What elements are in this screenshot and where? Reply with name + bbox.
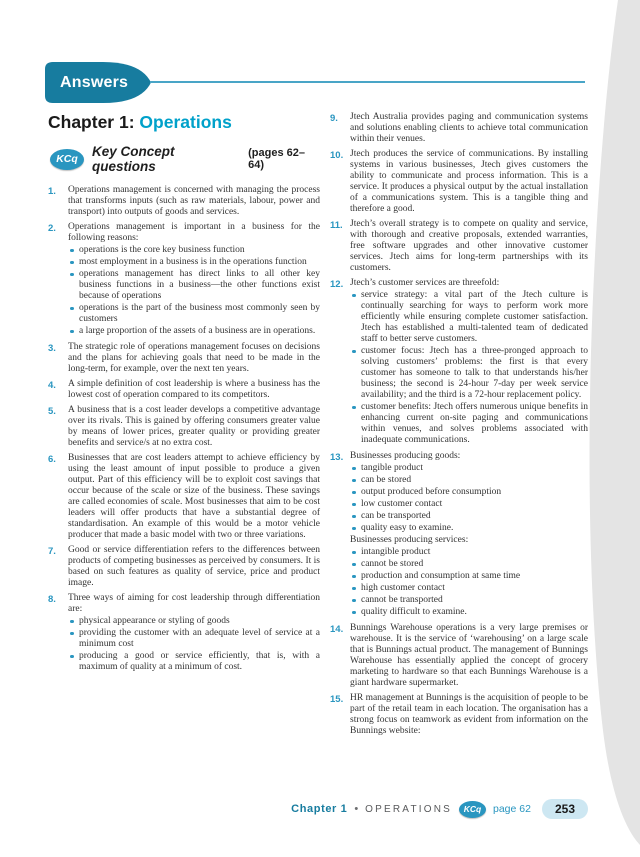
bullet-item: cannot be transported bbox=[350, 595, 588, 606]
bullet-item: customer benefits: Jtech offers numerous unique benefits in enhancing current on-site paging and communications within venues, and solves problems associated with inadequate communications. bbox=[350, 402, 588, 446]
chapter-prefix: Chapter 1: bbox=[48, 112, 135, 132]
bullet-item: producing a good or service efficiently, that is, with a maximum of quality at a minimum of cost. bbox=[68, 651, 320, 673]
answer-number: 8. bbox=[48, 593, 56, 605]
bullet-item: production and consumption at same time bbox=[350, 571, 588, 582]
answer-text: Operations management is concerned with managing the process that transforms inputs (such as raw materials, labour, power and transport) into outputs of goods and services. bbox=[68, 185, 320, 217]
answer-item bbox=[330, 112, 588, 145]
answer-number: 10. bbox=[330, 149, 344, 161]
bullet-item: a large proportion of the assets of a business are in operations. bbox=[68, 326, 320, 337]
answer-number: 9. bbox=[330, 112, 338, 124]
answer-item bbox=[48, 379, 320, 401]
bullet-list bbox=[68, 245, 320, 337]
answer-body bbox=[68, 222, 320, 338]
answer-text: Businesses producing goods: bbox=[350, 451, 461, 461]
bullet-item: intangible product bbox=[350, 547, 588, 558]
answer-body bbox=[350, 278, 588, 447]
answer-text: Jtech produces the service of communications. By installing systems in various businesses, Jtech gives customers the ability to communicate and process information. This is a service. It produces a physical output by the actual installation of a communications system. This is a tangible thing and therefore a good. bbox=[350, 149, 588, 214]
answer-item bbox=[48, 222, 320, 338]
answers-column-1 bbox=[48, 185, 320, 674]
left-column bbox=[48, 112, 320, 678]
footer-chapter: Chapter 1 bbox=[291, 803, 348, 815]
answer-text: Businesses that are cost leaders attempt to achieve efficiency by using the least amount of input possible to produce a given output. Part of this efficiency will be to exploit cost savings that occur because of the scale or size of the business. These savings are called economies of scale. Most businesses that aim to be cost leaders will offer products that have a substantial degree of standardisation. An example of this would be a motor vehicle producer that made a basic model with two or three variations. bbox=[68, 453, 320, 540]
bullet-item: tangible product bbox=[350, 463, 588, 474]
bullet-item: customer focus: Jtech has a three-pronged approach to solving customers’ problems: the first is that every customer has someone to talk to that understands his/her business; the second is 24-hour 7-day per week service availability; and the third is a 72-hour replacement policy. bbox=[350, 346, 588, 401]
answer-number: 3. bbox=[48, 342, 56, 354]
answer-item bbox=[48, 405, 320, 449]
answer-number: 7. bbox=[48, 545, 56, 557]
answer-body bbox=[68, 379, 320, 401]
bullet-list bbox=[350, 463, 588, 534]
answer-text: Operations management is important in a business for the following reasons: bbox=[68, 222, 320, 243]
answer-text: A simple definition of cost leadership is where a business has the lowest cost of operation compared to its competitors. bbox=[68, 379, 320, 400]
answer-text: Good or service differentiation refers to the differences between products of competing businesses as perceived by consumers. It is based on such features as quality of service, price and product image. bbox=[68, 545, 320, 588]
answer-body bbox=[68, 453, 320, 541]
answer-text: Bunnings Warehouse operations is a very large premises or warehouse. It is the service of ‘warehousing’ on a large scale that is Bunnings actual product. The management of Bunnings Warehouse has essentially applied the concept of grocery marketing to hardware so that each Bunnings Warehouse is a giant hardware supermarket. bbox=[350, 623, 588, 688]
answer-item bbox=[330, 219, 588, 274]
chapter-heading bbox=[48, 112, 320, 133]
kcq-badge: KCq bbox=[50, 149, 84, 170]
footer-page-ref: page 62 bbox=[493, 803, 531, 815]
answer-body bbox=[68, 342, 320, 375]
answer-item bbox=[330, 623, 588, 689]
answer-text: HR management at Bunnings is the acquisition of people to be part of the retail team in each location. The organisation has a strong focus on teamwork as evident from information on the Bunnings website: bbox=[350, 693, 588, 736]
answer-body bbox=[68, 185, 320, 218]
bullet-item: low customer contact bbox=[350, 499, 588, 510]
answer-number: 1. bbox=[48, 185, 56, 197]
bullet-item: can be stored bbox=[350, 475, 588, 486]
footer-section: OPERATIONS bbox=[365, 803, 452, 815]
bullet-item: can be transported bbox=[350, 511, 588, 522]
bullet-list bbox=[68, 616, 320, 673]
bullet-item: cannot be stored bbox=[350, 559, 588, 570]
answer-text: The strategic role of operations management focuses on decisions and the plans for achieving goals that need to be made in the long-term, for example, over the next ten years. bbox=[68, 342, 320, 374]
answer-text: Jtech’s customer services are threefold: bbox=[350, 278, 500, 288]
bullet-list bbox=[350, 547, 588, 618]
answer-number: 6. bbox=[48, 453, 56, 465]
answer-text: Jtech’s overall strategy is to compete on quality and service, with thorough and creative proposals, extended warranties, free software upgrades and other innovative customer services. Jtech aims for long-term partnerships with its customers. bbox=[350, 219, 588, 273]
answers-column-2 bbox=[330, 112, 588, 737]
section-title: Key Concept questions bbox=[92, 144, 175, 174]
right-column bbox=[330, 112, 588, 741]
bullet-item: service strategy: a vital part of the Jtech culture is continually searching for ways to perform work more efficiently while ensuring complete customer satisfaction. Jtech has established a multi-talented team of dedicated staff to better serve customers. bbox=[350, 290, 588, 345]
answer-number: 2. bbox=[48, 222, 56, 234]
bullet-item: operations is the part of the business most commonly seen by customers bbox=[68, 303, 320, 325]
bullet-item: output produced before consumption bbox=[350, 487, 588, 498]
footer-kcq-badge: KCq bbox=[459, 801, 486, 818]
answer-item bbox=[330, 451, 588, 619]
bullet-item: providing the customer with an adequate level of service at a minimum cost bbox=[68, 628, 320, 650]
answers-tab: Answers bbox=[60, 74, 129, 91]
answer-number: 12. bbox=[330, 278, 344, 290]
bullet-item: physical appearance or styling of goods bbox=[68, 616, 320, 627]
answer-number: 4. bbox=[48, 379, 56, 391]
answer-body bbox=[68, 405, 320, 449]
bullet-item: high customer contact bbox=[350, 583, 588, 594]
answer-body bbox=[350, 112, 588, 145]
section-pages: (pages 62–64) bbox=[248, 147, 306, 171]
answer-number: 15. bbox=[330, 693, 344, 705]
answer-number: 5. bbox=[48, 405, 56, 417]
answer-number: 11. bbox=[330, 219, 343, 231]
footer-separator: • bbox=[354, 803, 359, 815]
bullet-item: operations is the core key business function bbox=[68, 245, 320, 256]
answer-item bbox=[330, 693, 588, 737]
answer-body bbox=[350, 623, 588, 689]
answer-item bbox=[48, 342, 320, 375]
answer-body bbox=[350, 693, 588, 737]
answer-body bbox=[68, 593, 320, 674]
footer-page-number: 253 bbox=[542, 799, 588, 819]
answer-text: Jtech Australia provides paging and communication systems and solutions enabling clients to achieve total communication within their venues. bbox=[350, 112, 588, 144]
answer-body bbox=[350, 451, 588, 619]
answer-number: 13. bbox=[330, 451, 344, 463]
section-header bbox=[50, 144, 320, 174]
bullet-item: most employment in a business is in the operations function bbox=[68, 257, 320, 268]
answer-text: Businesses producing services: bbox=[350, 535, 469, 545]
page-footer bbox=[291, 799, 588, 819]
answer-body bbox=[68, 545, 320, 589]
bullet-list bbox=[350, 290, 588, 446]
answer-item bbox=[48, 453, 320, 541]
answer-item bbox=[48, 545, 320, 589]
answer-item bbox=[330, 278, 588, 447]
chapter-title: Operations bbox=[139, 112, 232, 132]
answer-text: A business that is a cost leader develops a competitive advantage over its rivals. This is gained by offering consumers greater value by means of lower prices, greater quality or providing greater benefits and service/s at no extra cost. bbox=[68, 405, 320, 448]
answer-item bbox=[48, 185, 320, 218]
bullet-item: quality easy to examine. bbox=[350, 523, 588, 534]
answer-body bbox=[350, 219, 588, 274]
bullet-item: quality difficult to examine. bbox=[350, 607, 588, 618]
header-rule bbox=[150, 81, 585, 83]
answer-number: 14. bbox=[330, 623, 344, 635]
answer-item bbox=[330, 149, 588, 215]
answer-body bbox=[350, 149, 588, 215]
answer-text: Three ways of aiming for cost leadership through differentiation are: bbox=[68, 593, 320, 614]
answer-item bbox=[48, 593, 320, 674]
bullet-item: operations management has direct links to all other key business functions in a business—the other functions exist because of operations bbox=[68, 269, 320, 302]
